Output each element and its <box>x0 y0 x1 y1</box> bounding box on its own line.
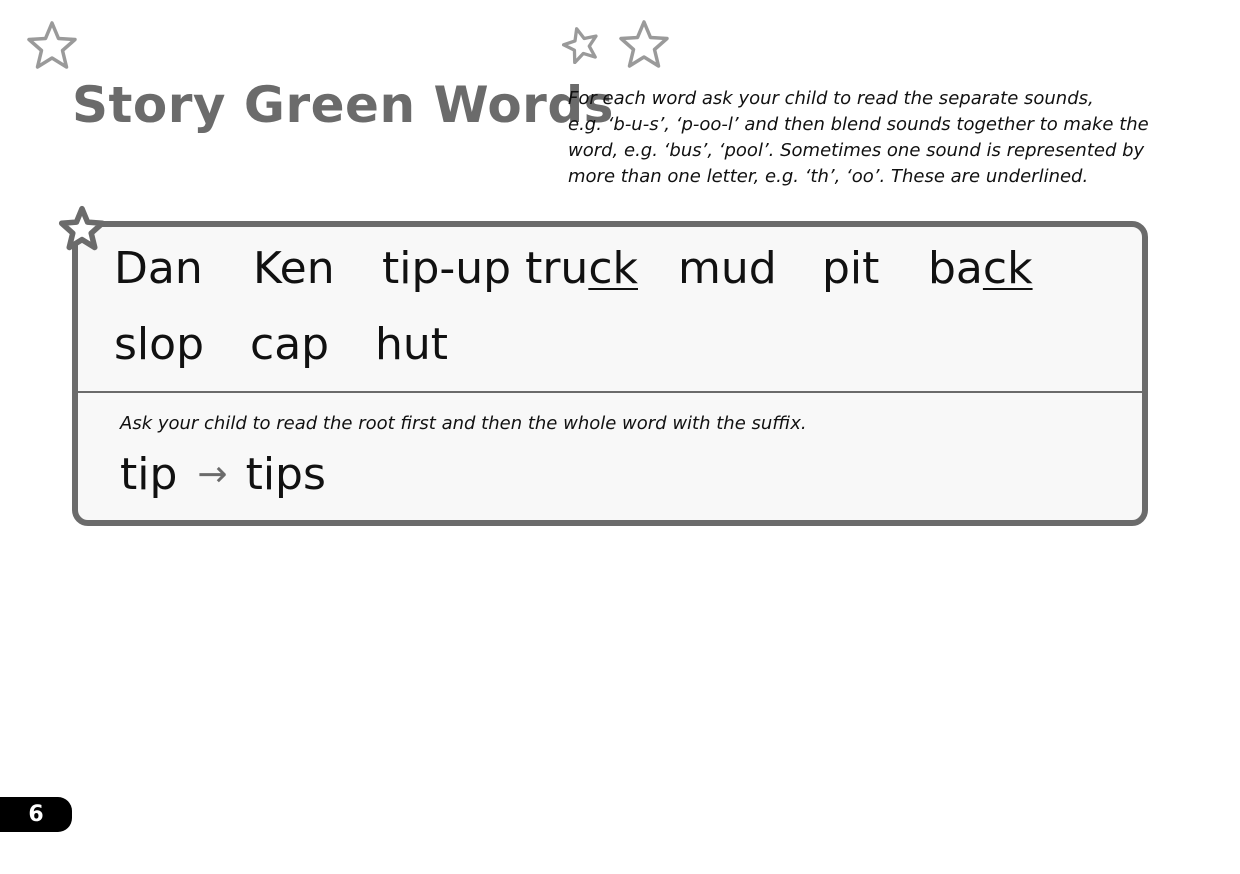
story-word: tip-up truck <box>382 243 638 294</box>
star-outline-icon <box>26 20 78 72</box>
star-filled-outline-icon <box>58 205 106 253</box>
instructions-text <box>568 86 1188 190</box>
star-outline-icon <box>618 19 670 71</box>
story-word: mud <box>678 243 777 294</box>
suffix-instructions: Ask your child to read the root first and then the whole word with the suffix. <box>120 413 807 434</box>
instructions-line: e.g. ‘b-u-s’, ‘p-oo-l’ and then blend sounds together to make the <box>568 114 1149 135</box>
story-word: slop <box>114 319 204 370</box>
story-word: Ken <box>253 243 335 294</box>
story-word: Dan <box>114 243 203 294</box>
page-title: Story Green Words <box>72 76 614 134</box>
star-outline-small-icon <box>562 26 600 64</box>
instructions-line: For each word ask your child to read the separate sounds, <box>568 88 1094 109</box>
words-panel <box>72 221 1148 526</box>
suffixed-word: tips <box>245 449 326 500</box>
story-word: pit <box>822 243 880 294</box>
story-word: cap <box>250 319 330 370</box>
page-number: 6 <box>0 797 72 832</box>
story-word: hut <box>375 319 449 370</box>
instructions-line: more than one letter, e.g. ‘th’, ‘oo’. These are underlined. <box>568 166 1089 187</box>
suffix-example <box>120 449 326 499</box>
panel-divider <box>78 391 1142 393</box>
root-word: tip <box>120 449 178 500</box>
instructions-line: word, e.g. ‘bus’, ‘pool’. Sometimes one sound is represented by <box>568 140 1145 161</box>
story-words-list <box>78 227 1142 391</box>
story-word: back <box>928 243 1033 294</box>
arrow-right-icon: → <box>197 454 228 495</box>
